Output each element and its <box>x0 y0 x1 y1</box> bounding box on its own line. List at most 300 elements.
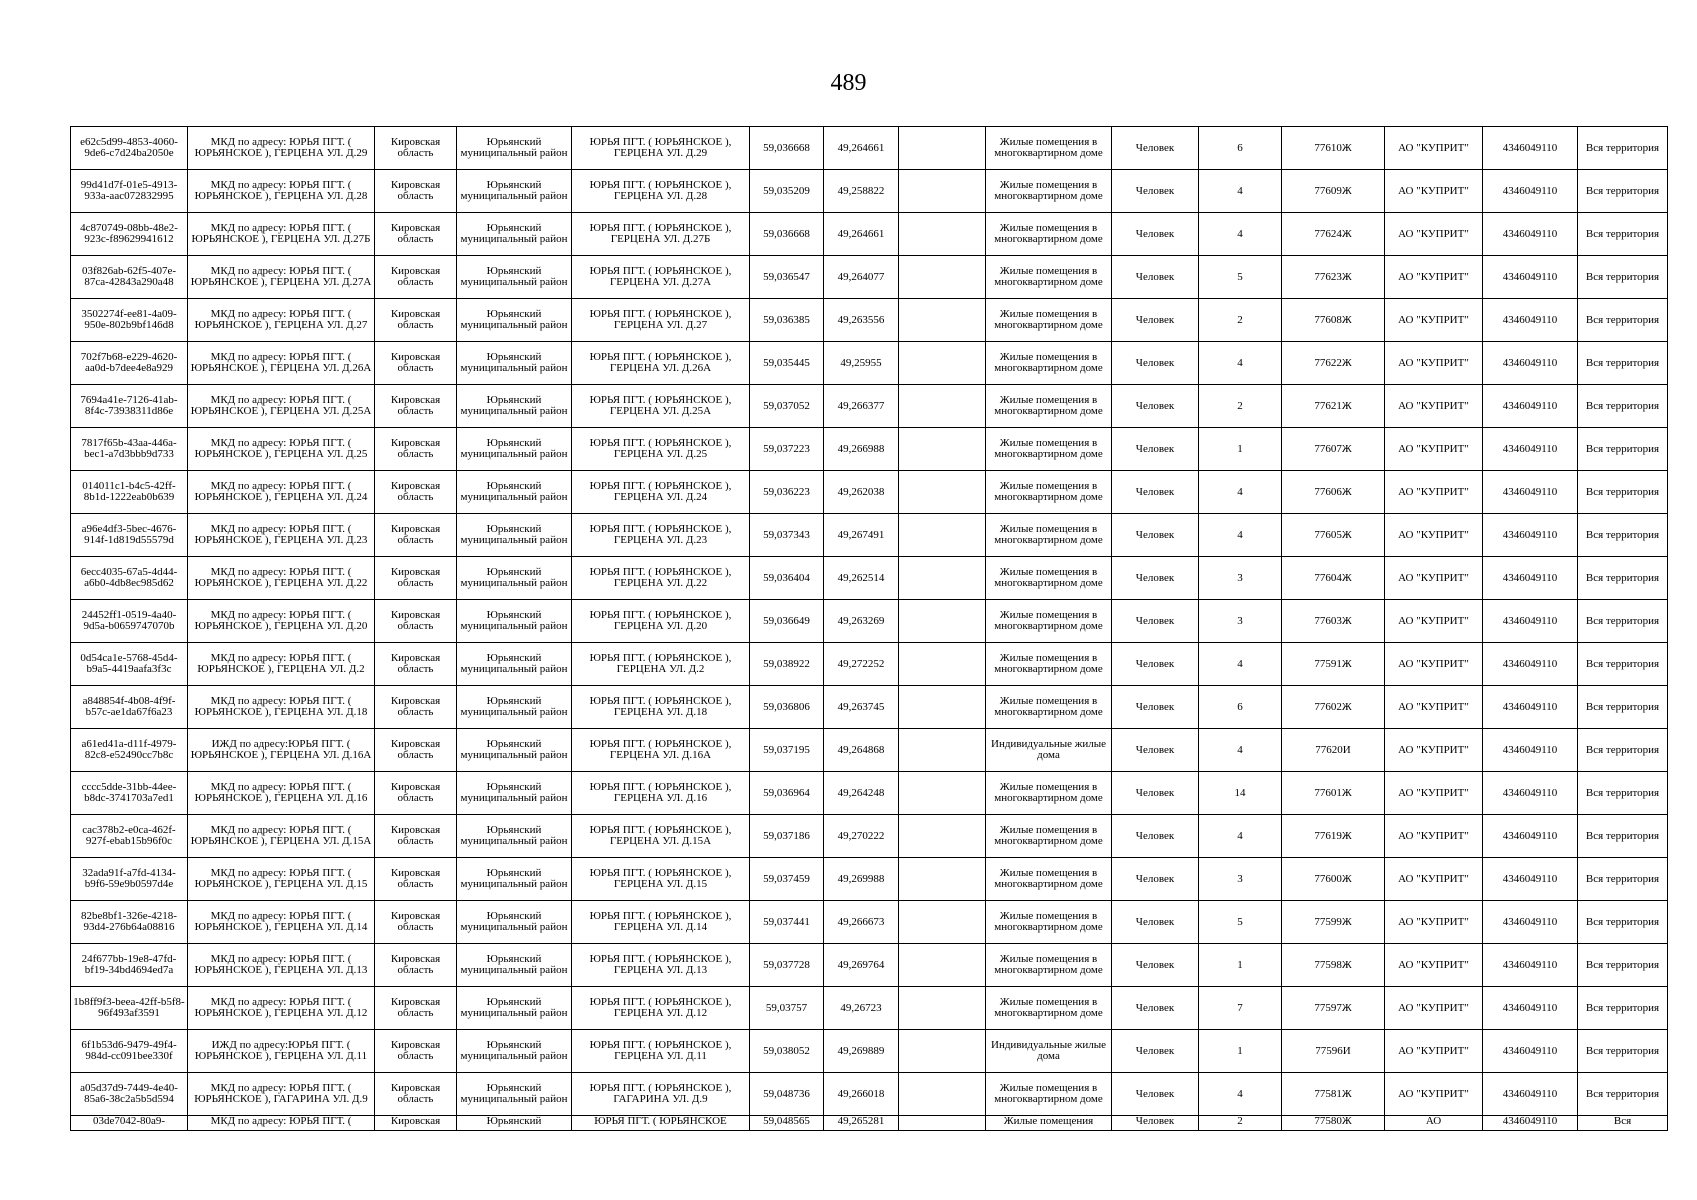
category-cell: Жилые помещения в многоквартирном доме <box>986 815 1112 858</box>
object-id-cell: a96e4df3-5bec-4676-914f-1d819d55579d <box>71 514 188 557</box>
inn-cell: 4346049110 <box>1483 815 1578 858</box>
inn-cell: 4346049110 <box>1483 127 1578 170</box>
unit-cell: Человек <box>1112 385 1199 428</box>
empty-cell-cell <box>899 471 986 514</box>
district-cell: Юрьянский муниципальный район <box>457 600 572 643</box>
district-cell: Юрьянский муниципальный район <box>457 858 572 901</box>
category-cell: Жилые помещения в многоквартирном доме <box>986 170 1112 213</box>
address-cell: ЮРЬЯ ПГТ. ( ЮРЬЯНСКОЕ ), ГЕРЦЕНА УЛ. Д.26А <box>572 342 750 385</box>
category-cell <box>986 1116 1112 1131</box>
object-name-cell: МКД по адресу: ЮРЬЯ ПГТ. ( ЮРЬЯНСКОЕ ), ГЕРЦЕНА УЛ. Д.27Б <box>188 213 375 256</box>
empty-cell-cell <box>899 815 986 858</box>
inn-cell: 4346049110 <box>1483 213 1578 256</box>
longitude-cell: 49,25955 <box>824 342 899 385</box>
object-id-cell: 3502274f-ee81-4a09-950e-802b9bf146d8 <box>71 299 188 342</box>
address-cell <box>572 1116 750 1131</box>
region-cell: Кировская область <box>375 643 457 686</box>
organization-cell: АО "КУПРИТ" <box>1385 600 1483 643</box>
region-cell: Кировская область <box>375 901 457 944</box>
count-cell: 3 <box>1199 600 1282 643</box>
territory-cell: Вся территория <box>1578 858 1668 901</box>
region-cell: Кировская область <box>375 428 457 471</box>
table-row <box>71 514 1668 557</box>
object-id-cell: 99d41d7f-01e5-4913-933a-aac072832995 <box>71 170 188 213</box>
unit-cell: Человек <box>1112 428 1199 471</box>
unit-cell <box>1112 1116 1199 1131</box>
object-id-cell: 03f826ab-62f5-407e-87ca-42843a290a48 <box>71 256 188 299</box>
address-cell: ЮРЬЯ ПГТ. ( ЮРЬЯНСКОЕ ), ГЕРЦЕНА УЛ. Д.23 <box>572 514 750 557</box>
organization-cell: АО "КУПРИТ" <box>1385 772 1483 815</box>
empty-cell-cell <box>899 1073 986 1116</box>
latitude-cell: 59,038052 <box>750 1030 824 1073</box>
district-cell: Юрьянский муниципальный район <box>457 1030 572 1073</box>
object-id: 03de7042-80a9- <box>92 1116 166 1127</box>
empty-cell-cell <box>899 987 986 1030</box>
object-id-cell: 24452ff1-0519-4a40-9d5a-b0659747070b <box>71 600 188 643</box>
district-cell: Юрьянский муниципальный район <box>457 944 572 987</box>
latitude-cell: 59,037343 <box>750 514 824 557</box>
object-id-cell: 702f7b68-e229-4620-aa0d-b7dee4e8a929 <box>71 342 188 385</box>
count-cell: 1 <box>1199 1030 1282 1073</box>
organization-cell: АО "КУПРИТ" <box>1385 170 1483 213</box>
inn-cell: 4346049110 <box>1483 342 1578 385</box>
empty-cell-cell <box>899 127 986 170</box>
object-name: МКД по адресу: ЮРЬЯ ПГТ. ( <box>210 1116 352 1127</box>
organization-cell: АО "КУПРИТ" <box>1385 815 1483 858</box>
region-cell: Кировская область <box>375 1030 457 1073</box>
inn-cell: 4346049110 <box>1483 1073 1578 1116</box>
category-cell: Жилые помещения в многоквартирном доме <box>986 858 1112 901</box>
count-cell: 4 <box>1199 213 1282 256</box>
inn-cell: 4346049110 <box>1483 256 1578 299</box>
address-cell: ЮРЬЯ ПГТ. ( ЮРЬЯНСКОЕ ), ГЕРЦЕНА УЛ. Д.13 <box>572 944 750 987</box>
district-cell: Юрьянский муниципальный район <box>457 901 572 944</box>
code-cell: 77598Ж <box>1282 944 1385 987</box>
object-name-cell: МКД по адресу: ЮРЬЯ ПГТ. ( ЮРЬЯНСКОЕ ), ГЕРЦЕНА УЛ. Д.27А <box>188 256 375 299</box>
inn-cell: 4346049110 <box>1483 686 1578 729</box>
object-name-cell: МКД по адресу: ЮРЬЯ ПГТ. ( ЮРЬЯНСКОЕ ), ГЕРЦЕНА УЛ. Д.15 <box>188 858 375 901</box>
inn-cell: 4346049110 <box>1483 1030 1578 1073</box>
empty-cell-cell <box>899 643 986 686</box>
territory-cell: Вся территория <box>1578 514 1668 557</box>
object-id-cell: cac378b2-e0ca-462f-927f-ebab15b96f0c <box>71 815 188 858</box>
organization-cell: АО "КУПРИТ" <box>1385 557 1483 600</box>
table-row <box>71 686 1668 729</box>
category-cell: Жилые помещения в многоквартирном доме <box>986 643 1112 686</box>
category-cell: Индивидуальные жилые дома <box>986 1030 1112 1073</box>
district-cell: Юрьянский муниципальный район <box>457 987 572 1030</box>
district-cell: Юрьянский муниципальный район <box>457 471 572 514</box>
table-row <box>71 170 1668 213</box>
table-row <box>71 342 1668 385</box>
territory: Вся <box>1613 1116 1632 1127</box>
object-name-cell: МКД по адресу: ЮРЬЯ ПГТ. ( ЮРЬЯНСКОЕ ), ГЕРЦЕНА УЛ. Д.25 <box>188 428 375 471</box>
object-name-cell: МКД по адресу: ЮРЬЯ ПГТ. ( ЮРЬЯНСКОЕ ), ГЕРЦЕНА УЛ. Д.28 <box>188 170 375 213</box>
count-cell: 6 <box>1199 127 1282 170</box>
longitude-cell: 49,258822 <box>824 170 899 213</box>
object-id-cell: 7694a41e-7126-41ab-8f4c-73938311d86e <box>71 385 188 428</box>
organization-cell: АО "КУПРИТ" <box>1385 256 1483 299</box>
unit-cell: Человек <box>1112 729 1199 772</box>
code-cell: 77599Ж <box>1282 901 1385 944</box>
longitude-cell: 49,267491 <box>824 514 899 557</box>
unit-cell: Человек <box>1112 471 1199 514</box>
latitude-cell: 59,038922 <box>750 643 824 686</box>
table-row <box>71 600 1668 643</box>
longitude-cell: 49,263269 <box>824 600 899 643</box>
category-cell: Жилые помещения в многоквартирном доме <box>986 987 1112 1030</box>
organization-cell: АО "КУПРИТ" <box>1385 643 1483 686</box>
empty-cell-cell <box>899 686 986 729</box>
category-cell: Жилые помещения в многоквартирном доме <box>986 385 1112 428</box>
empty-cell-cell <box>899 901 986 944</box>
count-cell <box>1199 1116 1282 1131</box>
object-id-cell: 7817f65b-43aa-446a-bec1-a7d3bbb9d733 <box>71 428 188 471</box>
district-cell: Юрьянский муниципальный район <box>457 1073 572 1116</box>
empty-cell-cell <box>899 858 986 901</box>
address-cell: ЮРЬЯ ПГТ. ( ЮРЬЯНСКОЕ ), ГЕРЦЕНА УЛ. Д.2 <box>572 643 750 686</box>
inn-cell: 4346049110 <box>1483 772 1578 815</box>
district-cell: Юрьянский муниципальный район <box>457 170 572 213</box>
territory-cell: Вся территория <box>1578 815 1668 858</box>
territory-cell: Вся территория <box>1578 643 1668 686</box>
address-cell: ЮРЬЯ ПГТ. ( ЮРЬЯНСКОЕ ), ГЕРЦЕНА УЛ. Д.25 <box>572 428 750 471</box>
unit-cell: Человек <box>1112 987 1199 1030</box>
table-row <box>71 471 1668 514</box>
latitude-cell: 59,037052 <box>750 385 824 428</box>
object-id-cell <box>71 1116 188 1131</box>
territory-cell: Вся территория <box>1578 127 1668 170</box>
address-cell: ЮРЬЯ ПГТ. ( ЮРЬЯНСКОЕ ), ГЕРЦЕНА УЛ. Д.20 <box>572 600 750 643</box>
category-cell: Жилые помещения в многоквартирном доме <box>986 686 1112 729</box>
page-number: 489 <box>830 70 867 96</box>
unit-cell: Человек <box>1112 944 1199 987</box>
object-name-cell: МКД по адресу: ЮРЬЯ ПГТ. ( ЮРЬЯНСКОЕ ), ГЕРЦЕНА УЛ. Д.25А <box>188 385 375 428</box>
organization-cell: АО "КУПРИТ" <box>1385 428 1483 471</box>
organization-cell: АО "КУПРИТ" <box>1385 213 1483 256</box>
region-cell: Кировская область <box>375 815 457 858</box>
longitude-cell: 49,270222 <box>824 815 899 858</box>
code-cell: 77605Ж <box>1282 514 1385 557</box>
object-id-cell: 4c870749-08bb-48e2-923c-f89629941612 <box>71 213 188 256</box>
inn-cell: 4346049110 <box>1483 901 1578 944</box>
latitude-cell: 59,036668 <box>750 127 824 170</box>
address-cell: ЮРЬЯ ПГТ. ( ЮРЬЯНСКОЕ ), ГЕРЦЕНА УЛ. Д.28 <box>572 170 750 213</box>
latitude-cell: 59,036547 <box>750 256 824 299</box>
latitude-cell: 59,03757 <box>750 987 824 1030</box>
object-name-cell <box>188 1116 375 1131</box>
longitude-cell: 49,263556 <box>824 299 899 342</box>
address-cell: ЮРЬЯ ПГТ. ( ЮРЬЯНСКОЕ ), ГЕРЦЕНА УЛ. Д.27А <box>572 256 750 299</box>
district-cell: Юрьянский муниципальный район <box>457 729 572 772</box>
table-row <box>71 557 1668 600</box>
address-cell: ЮРЬЯ ПГТ. ( ЮРЬЯНСКОЕ ), ГЕРЦЕНА УЛ. Д.27 <box>572 299 750 342</box>
organization-cell: АО "КУПРИТ" <box>1385 944 1483 987</box>
territory-cell: Вся территория <box>1578 213 1668 256</box>
object-name-cell: МКД по адресу: ЮРЬЯ ПГТ. ( ЮРЬЯНСКОЕ ), ГЕРЦЕНА УЛ. Д.12 <box>188 987 375 1030</box>
address-cell: ЮРЬЯ ПГТ. ( ЮРЬЯНСКОЕ ), ГЕРЦЕНА УЛ. Д.14 <box>572 901 750 944</box>
district-cell: Юрьянский муниципальный район <box>457 428 572 471</box>
organization-cell: АО "КУПРИТ" <box>1385 127 1483 170</box>
organization-cell: АО "КУПРИТ" <box>1385 471 1483 514</box>
table-row <box>71 213 1668 256</box>
object-name-cell: МКД по адресу: ЮРЬЯ ПГТ. ( ЮРЬЯНСКОЕ ), ГЕРЦЕНА УЛ. Д.24 <box>188 471 375 514</box>
district-cell: Юрьянский муниципальный район <box>457 299 572 342</box>
code-cell: 77610Ж <box>1282 127 1385 170</box>
district-cell: Юрьянский муниципальный район <box>457 643 572 686</box>
object-id-cell: a05d37d9-7449-4e40-85a6-38c2a5b5d594 <box>71 1073 188 1116</box>
inn-cell: 4346049110 <box>1483 643 1578 686</box>
region-cell: Кировская область <box>375 987 457 1030</box>
object-id-cell: a61ed41a-d11f-4979-82c8-e52490cc7b8c <box>71 729 188 772</box>
code-cell: 77624Ж <box>1282 213 1385 256</box>
object-name-cell: МКД по адресу: ЮРЬЯ ПГТ. ( ЮРЬЯНСКОЕ ), ГЕРЦЕНА УЛ. Д.23 <box>188 514 375 557</box>
object-name-cell: МКД по адресу: ЮРЬЯ ПГТ. ( ЮРЬЯНСКОЕ ), ГЕРЦЕНА УЛ. Д.18 <box>188 686 375 729</box>
address-cell: ЮРЬЯ ПГТ. ( ЮРЬЯНСКОЕ ), ГАГАРИНА УЛ. Д.9 <box>572 1073 750 1116</box>
territory-cell: Вся территория <box>1578 557 1668 600</box>
count-cell: 4 <box>1199 729 1282 772</box>
organization-cell: АО "КУПРИТ" <box>1385 1073 1483 1116</box>
region-cell: Кировская область <box>375 471 457 514</box>
count-cell: 4 <box>1199 170 1282 213</box>
organization: АО <box>1425 1116 1442 1127</box>
unit-cell: Человек <box>1112 127 1199 170</box>
territory-cell: Вся территория <box>1578 901 1668 944</box>
latitude-cell: 59,036806 <box>750 686 824 729</box>
territory-cell: Вся территория <box>1578 299 1668 342</box>
longitude-cell: 49,269988 <box>824 858 899 901</box>
table-row <box>71 256 1668 299</box>
code-cell: 77622Ж <box>1282 342 1385 385</box>
count-cell: 4 <box>1199 643 1282 686</box>
empty-cell-cell <box>899 944 986 987</box>
longitude-cell: 49,266673 <box>824 901 899 944</box>
territory-cell: Вся территория <box>1578 471 1668 514</box>
code-cell: 77609Ж <box>1282 170 1385 213</box>
object-name-cell: МКД по адресу: ЮРЬЯ ПГТ. ( ЮРЬЯНСКОЕ ), ГЕРЦЕНА УЛ. Д.15А <box>188 815 375 858</box>
object-id-cell: 24f677bb-19e8-47fd-bf19-34bd4694ed7a <box>71 944 188 987</box>
district-cell: Юрьянский муниципальный район <box>457 385 572 428</box>
category: Жилые помещения <box>1003 1116 1094 1127</box>
organization-cell: АО "КУПРИТ" <box>1385 342 1483 385</box>
table-row <box>71 428 1668 471</box>
territory-cell: Вся территория <box>1578 944 1668 987</box>
unit-cell: Человек <box>1112 815 1199 858</box>
region-cell: Кировская область <box>375 127 457 170</box>
count-cell: 4 <box>1199 514 1282 557</box>
address-cell: ЮРЬЯ ПГТ. ( ЮРЬЯНСКОЕ ), ГЕРЦЕНА УЛ. Д.22 <box>572 557 750 600</box>
empty-cell-cell <box>899 342 986 385</box>
category-cell: Жилые помещения в многоквартирном доме <box>986 600 1112 643</box>
category-cell: Жилые помещения в многоквартирном доме <box>986 944 1112 987</box>
object-id-cell: a848854f-4b08-4f9f-b57c-ae1da67f6a23 <box>71 686 188 729</box>
latitude-cell: 59,036223 <box>750 471 824 514</box>
organization-cell: АО "КУПРИТ" <box>1385 987 1483 1030</box>
address-cell: ЮРЬЯ ПГТ. ( ЮРЬЯНСКОЕ ), ГЕРЦЕНА УЛ. Д.29 <box>572 127 750 170</box>
inn-cell: 4346049110 <box>1483 514 1578 557</box>
latitude-cell: 59,037728 <box>750 944 824 987</box>
unit-cell: Человек <box>1112 1030 1199 1073</box>
count: 2 <box>1237 1116 1243 1127</box>
longitude-cell: 49,266988 <box>824 428 899 471</box>
table-row <box>71 643 1668 686</box>
inn-cell: 4346049110 <box>1483 471 1578 514</box>
empty-cell-cell <box>899 299 986 342</box>
district-cell: Юрьянский муниципальный район <box>457 686 572 729</box>
unit-cell: Человек <box>1112 299 1199 342</box>
category-cell: Жилые помещения в многоквартирном доме <box>986 1073 1112 1116</box>
category-cell: Жилые помещения в многоквартирном доме <box>986 256 1112 299</box>
code-cell: 77606Ж <box>1282 471 1385 514</box>
inn-cell: 4346049110 <box>1483 428 1578 471</box>
organization-cell <box>1385 1116 1483 1131</box>
territory-cell <box>1578 1116 1668 1131</box>
empty-cell-cell <box>899 1116 986 1131</box>
organization-cell: АО "КУПРИТ" <box>1385 299 1483 342</box>
longitude-cell: 49,262514 <box>824 557 899 600</box>
territory-cell: Вся территория <box>1578 686 1668 729</box>
table-row <box>71 299 1668 342</box>
code-cell: 77597Ж <box>1282 987 1385 1030</box>
table-row <box>71 772 1668 815</box>
object-name-cell: МКД по адресу: ЮРЬЯ ПГТ. ( ЮРЬЯНСКОЕ ), ГЕРЦЕНА УЛ. Д.2 <box>188 643 375 686</box>
longitude-cell: 49,26723 <box>824 987 899 1030</box>
district-cell <box>457 1116 572 1131</box>
code-cell <box>1282 1116 1385 1131</box>
empty-cell-cell <box>899 213 986 256</box>
count-cell: 4 <box>1199 815 1282 858</box>
count-cell: 5 <box>1199 256 1282 299</box>
region-cell: Кировская область <box>375 514 457 557</box>
organization-cell: АО "КУПРИТ" <box>1385 514 1483 557</box>
district-cell: Юрьянский муниципальный район <box>457 772 572 815</box>
unit-cell: Человек <box>1112 858 1199 901</box>
unit-cell: Человек <box>1112 170 1199 213</box>
object-name-cell: МКД по адресу: ЮРЬЯ ПГТ. ( ЮРЬЯНСКОЕ ), ГЕРЦЕНА УЛ. Д.16 <box>188 772 375 815</box>
empty-cell-cell <box>899 600 986 643</box>
inn-cell: 4346049110 <box>1483 729 1578 772</box>
territory-cell: Вся территория <box>1578 1030 1668 1073</box>
table-row <box>71 127 1668 170</box>
table-row <box>71 1116 1668 1131</box>
category-cell: Жилые помещения в многоквартирном доме <box>986 772 1112 815</box>
longitude-cell: 49,264661 <box>824 213 899 256</box>
district-cell: Юрьянский муниципальный район <box>457 127 572 170</box>
region-cell: Кировская область <box>375 600 457 643</box>
code-cell: 77607Ж <box>1282 428 1385 471</box>
longitude-cell: 49,266377 <box>824 385 899 428</box>
organization-cell: АО "КУПРИТ" <box>1385 1030 1483 1073</box>
latitude-cell: 59,036964 <box>750 772 824 815</box>
region-cell: Кировская область <box>375 1073 457 1116</box>
table-row <box>71 901 1668 944</box>
object-id-cell: 6f1b53d6-9479-49f4-984d-cc091bee330f <box>71 1030 188 1073</box>
table-row <box>71 987 1668 1030</box>
longitude-cell: 49,269764 <box>824 944 899 987</box>
address-cell: ЮРЬЯ ПГТ. ( ЮРЬЯНСКОЕ ), ГЕРЦЕНА УЛ. Д.18 <box>572 686 750 729</box>
count-cell: 3 <box>1199 557 1282 600</box>
address-cell: ЮРЬЯ ПГТ. ( ЮРЬЯНСКОЕ ), ГЕРЦЕНА УЛ. Д.16 <box>572 772 750 815</box>
object-name-cell: МКД по адресу: ЮРЬЯ ПГТ. ( ЮРЬЯНСКОЕ ), ГЕРЦЕНА УЛ. Д.26А <box>188 342 375 385</box>
unit-cell: Человек <box>1112 557 1199 600</box>
address: ЮРЬЯ ПГТ. ( ЮРЬЯНСКОЕ <box>594 1116 727 1127</box>
inn-cell: 4346049110 <box>1483 987 1578 1030</box>
latitude-cell: 59,035445 <box>750 342 824 385</box>
unit-cell: Человек <box>1112 514 1199 557</box>
count-cell: 5 <box>1199 901 1282 944</box>
category-cell: Жилые помещения в многоквартирном доме <box>986 901 1112 944</box>
empty-cell-cell <box>899 385 986 428</box>
region-cell: Кировская область <box>375 213 457 256</box>
registry-table <box>70 126 1668 1131</box>
address-cell: ЮРЬЯ ПГТ. ( ЮРЬЯНСКОЕ ), ГЕРЦЕНА УЛ. Д.15 <box>572 858 750 901</box>
address-cell: ЮРЬЯ ПГТ. ( ЮРЬЯНСКОЕ ), ГЕРЦЕНА УЛ. Д.16А <box>572 729 750 772</box>
territory-cell: Вся территория <box>1578 385 1668 428</box>
territory-cell: Вся территория <box>1578 256 1668 299</box>
address-cell: ЮРЬЯ ПГТ. ( ЮРЬЯНСКОЕ ), ГЕРЦЕНА УЛ. Д.27Б <box>572 213 750 256</box>
count-cell: 2 <box>1199 299 1282 342</box>
latitude-cell: 59,037459 <box>750 858 824 901</box>
category-cell: Жилые помещения в многоквартирном доме <box>986 428 1112 471</box>
object-id-cell: 6ecc4035-67a5-4d44-a6b0-4db8ec985d62 <box>71 557 188 600</box>
territory-cell: Вся территория <box>1578 1073 1668 1116</box>
inn-cell: 4346049110 <box>1483 557 1578 600</box>
region-cell: Кировская область <box>375 385 457 428</box>
region-cell <box>375 1116 457 1131</box>
empty-cell-cell <box>899 256 986 299</box>
organization-cell: АО "КУПРИТ" <box>1385 686 1483 729</box>
table-row <box>71 944 1668 987</box>
address-cell: ЮРЬЯ ПГТ. ( ЮРЬЯНСКОЕ ), ГЕРЦЕНА УЛ. Д.24 <box>572 471 750 514</box>
code-cell: 77596И <box>1282 1030 1385 1073</box>
region-cell: Кировская область <box>375 256 457 299</box>
address-cell: ЮРЬЯ ПГТ. ( ЮРЬЯНСКОЕ ), ГЕРЦЕНА УЛ. Д.11 <box>572 1030 750 1073</box>
object-name-cell: МКД по адресу: ЮРЬЯ ПГТ. ( ЮРЬЯНСКОЕ ), ГЕРЦЕНА УЛ. Д.20 <box>188 600 375 643</box>
count-cell: 3 <box>1199 858 1282 901</box>
longitude-cell: 49,264077 <box>824 256 899 299</box>
latitude-cell: 59,036385 <box>750 299 824 342</box>
object-id-cell: 014011c1-b4c5-42ff-8b1d-1222eab0b639 <box>71 471 188 514</box>
address-cell: ЮРЬЯ ПГТ. ( ЮРЬЯНСКОЕ ), ГЕРЦЕНА УЛ. Д.25А <box>572 385 750 428</box>
unit-cell: Человек <box>1112 686 1199 729</box>
count-cell: 4 <box>1199 471 1282 514</box>
empty-cell-cell <box>899 514 986 557</box>
territory-cell: Вся территория <box>1578 600 1668 643</box>
territory-cell: Вся территория <box>1578 170 1668 213</box>
latitude: 59,048565 <box>763 1116 810 1127</box>
table-row <box>71 729 1668 772</box>
district-cell: Юрьянский муниципальный район <box>457 514 572 557</box>
unit-cell: Человек <box>1112 1073 1199 1116</box>
empty-cell-cell <box>899 170 986 213</box>
latitude-cell: 59,037223 <box>750 428 824 471</box>
object-id-cell: 0d54ca1e-5768-45d4-b9a5-4419aafa3f3c <box>71 643 188 686</box>
region-cell: Кировская область <box>375 772 457 815</box>
region-cell: Кировская область <box>375 858 457 901</box>
longitude-cell: 49,262038 <box>824 471 899 514</box>
empty-cell-cell <box>899 729 986 772</box>
object-name-cell: МКД по адресу: ЮРЬЯ ПГТ. ( ЮРЬЯНСКОЕ ), ГЕРЦЕНА УЛ. Д.29 <box>188 127 375 170</box>
unit-cell: Человек <box>1112 901 1199 944</box>
region-cell: Кировская область <box>375 729 457 772</box>
inn-cell: 4346049110 <box>1483 385 1578 428</box>
empty-cell-cell <box>899 557 986 600</box>
category-cell: Жилые помещения в многоквартирном доме <box>986 127 1112 170</box>
code-cell: 77581Ж <box>1282 1073 1385 1116</box>
territory-cell: Вся территория <box>1578 428 1668 471</box>
category-cell: Жилые помещения в многоквартирном доме <box>986 213 1112 256</box>
region-cell: Кировская область <box>375 342 457 385</box>
